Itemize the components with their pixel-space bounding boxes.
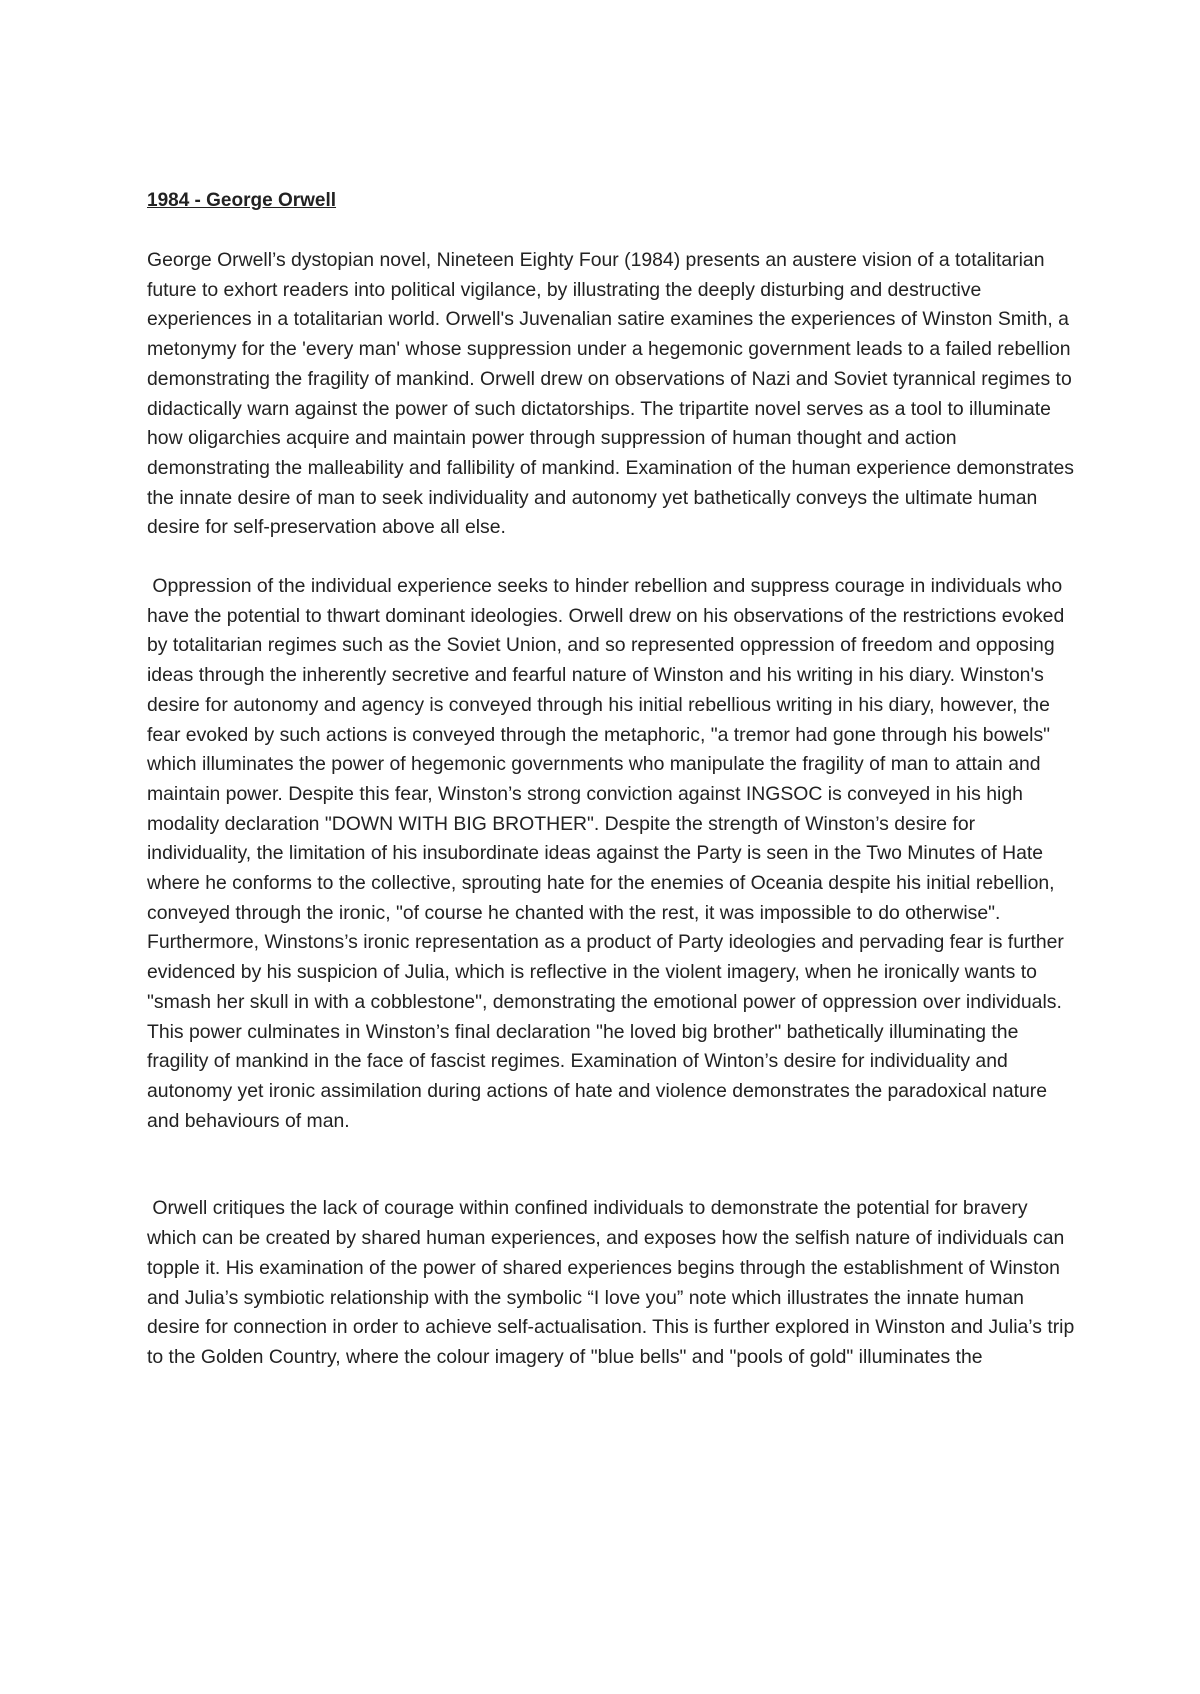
spacer [147,1136,1077,1194]
spacer [147,220,1077,246]
spacer [147,543,1077,572]
document-page [147,182,1080,1373]
paragraph-body-2: Orwell critiques the lack of courage within confined individuals to demonstrate the potential for bravery which can be created by shared human experiences, and exposes how the selfish nature of individuals can topple it. His examination of the power of shared experiences begins through the establishment of Winston and Julia’s symbiotic relationship with the symbolic “I love you” note which illustrates the innate human desire for connection in order to achieve self-actualisation. This is further explored in Winston and Julia’s trip to the Golden Country, where the colour imagery of "blue bells" and "pools of gold" illuminates the [147,1197,1080,1368]
document-title: 1984 - George Orwell [147,190,337,211]
paragraph-body-1: Oppression of the individual experience seeks to hinder rebellion and suppress courage in individuals who have the potential to thwart dominant ideologies. Orwell drew on his observations of the restrictions evoked by totalitarian regimes such as the Soviet Union, and so represented oppression of freedom and opposing ideas through the inherently secretive and fearful nature of Winston and his writing in his diary. Winston's desire for autonomy and agency is conveyed through his initial rebellious writing in his diary, however, the fear evoked by such actions is conveyed through the metaphoric, "a tremor had gone through his bowels" which illuminates the power of hegemonic governments who manipulate the fragility of man to attain and maintain power. Despite this fear, Winston’s strong conviction against INGSOC is conveyed in his high modality declaration "DOWN WITH BIG BROTHER". Despite the strength of Winston’s desire for individuality, the limitation of his insubordinate ideas against the Party is seen in the Two Minutes of Hate where he conforms to the collective, sprouting hate for the enemies of Oceania despite his initial rebellion, conveyed through the ironic, "of course he chanted with the rest, it was impossible to do otherwise". Furthermore, Winstons’s ironic representation as a product of Party ideologies and pervading fear is further evidenced by his suspicion of Julia, which is reflective in the violent imagery, when he ironically wants to "smash her skull in with a cobblestone", demonstrating the emotional power of oppression over individuals. This power culminates in Winston’s final declaration "he loved big brother" bathetically illuminating the fragility of mankind in the face of fascist regimes. Examination of Winton’s desire for individuality and autonomy yet ironic assimilation during actions of hate and violence demonstrates the paradoxical nature and behaviours of man. [147,575,1070,1132]
paragraph-introduction: George Orwell’s dystopian novel, Nineteen Eighty Four (1984) presents an austere vision of a totalitarian future to exhort readers into political vigilance, by illustrating the deeply disturbing and destructive experiences in a totalitarian world. Orwell's Juvenalian satire examines the experiences of Winston Smith, a metonymy for the 'every man' whose suppression under a hegemonic government leads to a failed rebellion demonstrating the fragility of mankind. Orwell drew on observations of Nazi and Soviet tyrannical regimes to didactically warn against the power of such dictatorships. The tripartite novel serves as a tool to illuminate how oligarchies acquire and maintain power through suppression of human thought and action demonstrating the malleability and fallibility of mankind. Examination of the human experience demonstrates the innate desire of man to seek individuality and autonomy yet bathetically conveys the ultimate human desire for self-preservation above all else. [147,249,1080,539]
